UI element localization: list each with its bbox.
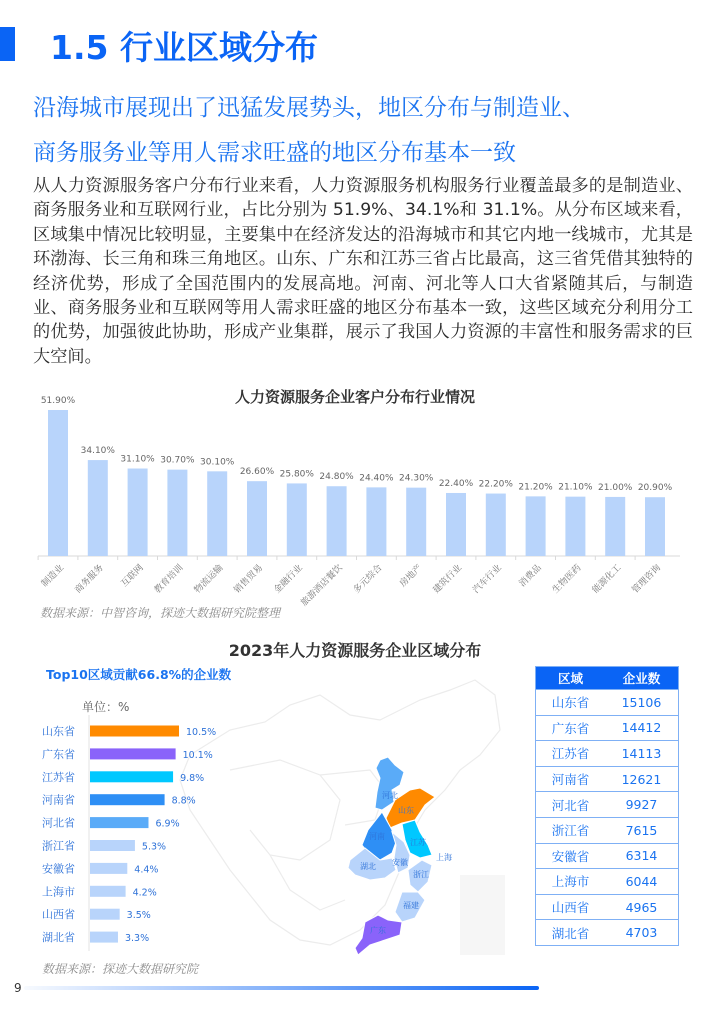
bar-value-label: 4.4% xyxy=(134,864,159,876)
region-cell: 上海市 xyxy=(536,869,605,895)
table-row xyxy=(536,690,679,716)
bar-value-label: 24.30% xyxy=(399,473,434,484)
subtitle-line: 沿海城市展现出了迅猛发展势头，地区分布与制造业、 xyxy=(33,95,585,121)
x-tick-label: 能源化工 xyxy=(590,563,624,596)
bar-value-label: 26.60% xyxy=(239,467,275,478)
y-tick-label: 广东省 xyxy=(42,747,75,761)
bar xyxy=(167,470,187,556)
region-guangdong xyxy=(355,915,402,955)
region-cell: 江苏省 xyxy=(536,741,605,767)
bar xyxy=(605,497,625,556)
bar xyxy=(88,460,108,556)
y-tick-label: 安徽省 xyxy=(42,862,75,876)
map-label: 河北 xyxy=(382,791,398,800)
x-tick-label: 制造业 xyxy=(39,563,67,590)
count-cell: 4965 xyxy=(605,894,679,920)
x-tick-label: 互联网 xyxy=(119,563,146,590)
table-row xyxy=(536,792,679,818)
table-header-count: 企业数 xyxy=(605,667,679,690)
count-cell: 9927 xyxy=(605,792,679,818)
bar-value-label: 21.10% xyxy=(558,482,593,493)
bar-value-label: 22.40% xyxy=(438,478,474,489)
bar-value-label: 21.00% xyxy=(598,482,633,493)
map-label: 浙江 xyxy=(413,870,429,879)
footer-gradient-line xyxy=(24,986,539,990)
bar xyxy=(90,909,120,920)
count-cell: 15106 xyxy=(605,690,679,716)
y-tick-label: 湖北省 xyxy=(42,931,75,945)
map-label: 山东 xyxy=(398,806,414,815)
bar xyxy=(90,863,127,874)
y-tick-label: 江苏省 xyxy=(42,770,75,784)
industry-chart-title: 人力资源服务企业客户分布行业情况 xyxy=(234,388,475,406)
bar xyxy=(406,488,426,556)
count-cell: 6314 xyxy=(605,843,679,869)
region-cell: 山西省 xyxy=(536,894,605,920)
bar xyxy=(90,748,176,759)
unit-label: 单位：% xyxy=(82,700,130,714)
top10-subtitle: Top10区域贡献66.8%的企业数 xyxy=(46,667,232,682)
x-tick-label: 商务服务 xyxy=(73,563,106,596)
bar xyxy=(90,932,118,943)
table-row xyxy=(536,766,679,792)
bar-value-label: 34.10% xyxy=(80,446,115,457)
bar-value-label: 3.5% xyxy=(126,910,151,922)
industry-chart-source: 数据来源：中智咨询，探迹大数据研究院整理 xyxy=(40,606,281,620)
bar-value-label: 22.20% xyxy=(478,479,513,490)
x-tick-label: 教育培训 xyxy=(152,563,186,596)
bar xyxy=(90,726,179,737)
region-cell: 河北省 xyxy=(536,792,605,818)
bar-value-label: 20.90% xyxy=(637,483,673,494)
y-tick-label: 浙江省 xyxy=(42,839,75,853)
map-label: 上海 xyxy=(436,853,452,862)
bar-value-label: 51.90% xyxy=(40,396,76,406)
table-row xyxy=(536,843,679,869)
bar xyxy=(207,471,227,556)
region-cell: 广东省 xyxy=(536,715,605,741)
bar xyxy=(486,494,506,556)
bar-value-label: 9.8% xyxy=(180,772,205,784)
table-row xyxy=(536,715,679,741)
bar-value-label: 30.10% xyxy=(200,457,235,468)
count-cell: 4703 xyxy=(605,920,679,946)
region-cell: 河南省 xyxy=(536,766,605,792)
map-label: 湖北 xyxy=(360,862,376,871)
x-tick-label: 物流运输 xyxy=(192,563,226,596)
bar xyxy=(48,410,68,556)
body-paragraph: 从人力资源服务客户分布行业来看，人力资源服务机构服务行业覆盖最多的是制造业、商务服务业和互联网行业，占比分别为 51.9%、34.1%和 31.1%。从分布区域来看，区域集中情况比较明显，主要集中在经济发达的沿海城市和其它内地一线城市，尤其是环渤海、长三角和珠三角地区。山东、广东和江苏三省占比最高，这三省凭借其独特的经济优势，形成了全国范围内的发展高地。河南、河北等人口大省紧随其后，与制造业、商务服务业和互联网等用人需求旺盛的地区分布基本一致，这些区域充分利用分工的优势，加强彼此协助，形成产业集群，展示了我国人力资源的丰富性和服务需求的巨大空间。 xyxy=(33,176,693,367)
y-tick-label: 河北省 xyxy=(42,816,75,830)
bar xyxy=(247,481,267,556)
bar-value-label: 21.20% xyxy=(518,482,553,493)
title-accent-block xyxy=(0,27,15,61)
bar xyxy=(287,483,307,556)
count-cell: 7615 xyxy=(605,817,679,843)
table-header-region: 区域 xyxy=(536,667,605,690)
x-tick-label: 管理咨询 xyxy=(630,563,664,596)
x-tick-label: 汽车行业 xyxy=(471,563,504,596)
y-tick-label: 上海市 xyxy=(42,885,75,899)
bar xyxy=(366,487,386,556)
bar-value-label: 8.8% xyxy=(171,795,196,807)
map-label: 广东 xyxy=(370,926,386,935)
table-row xyxy=(536,817,679,843)
map-label: 安徽 xyxy=(392,858,408,867)
region-cell: 山东省 xyxy=(536,690,605,716)
table-row xyxy=(536,869,679,895)
subtitle-line: 商务服务业等用人需求旺盛的地区分布基本一致 xyxy=(33,140,516,166)
x-tick-label: 多元综合 xyxy=(351,563,385,596)
count-cell: 6044 xyxy=(605,869,679,895)
bar-value-label: 24.40% xyxy=(359,473,394,484)
count-cell: 14113 xyxy=(605,741,679,767)
page-number: 9 xyxy=(14,981,22,995)
region-cell: 湖北省 xyxy=(536,920,605,946)
count-cell: 12621 xyxy=(605,766,679,792)
table-row xyxy=(536,894,679,920)
x-tick-label: 建筑行业 xyxy=(431,563,465,596)
bar xyxy=(128,469,148,556)
bar xyxy=(90,817,148,828)
bar xyxy=(565,497,585,556)
highlighted-provinces xyxy=(348,757,435,955)
x-tick-label: 消费品 xyxy=(517,563,544,590)
bar xyxy=(526,496,546,556)
bar xyxy=(90,771,173,782)
y-tick-label: 山东省 xyxy=(42,725,75,738)
table-row xyxy=(536,920,679,946)
x-tick-label: 生物医药 xyxy=(550,563,584,596)
bar-value-label: 5.3% xyxy=(141,841,167,853)
table-header-row xyxy=(536,667,679,690)
south-china-sea-inset xyxy=(460,875,505,955)
bar-value-label: 10.1% xyxy=(182,749,213,761)
bar-value-label: 4.2% xyxy=(132,887,157,899)
region-chart-title: 2023年人力资源服务企业区域分布 xyxy=(228,641,482,660)
industry-bar-chart xyxy=(0,380,710,610)
bar-value-label: 24.80% xyxy=(319,472,354,483)
bar xyxy=(90,794,165,805)
bar xyxy=(645,497,665,556)
region-cell: 安徽省 xyxy=(536,843,605,869)
map-label: 福建 xyxy=(403,901,419,910)
section-subtitle xyxy=(33,86,693,176)
bar-value-label: 30.70% xyxy=(160,455,195,466)
bar-value-label: 10.5% xyxy=(186,727,217,738)
bar xyxy=(90,886,126,897)
bar-value-label: 31.10% xyxy=(120,454,155,465)
y-tick-label: 山西省 xyxy=(42,908,75,922)
bar xyxy=(446,493,466,556)
x-tick-label: 房地产 xyxy=(398,563,425,590)
region-cell: 浙江省 xyxy=(536,817,605,843)
bar-value-label: 25.80% xyxy=(279,469,314,480)
map-label: 河南 xyxy=(369,832,385,841)
bar-value-label: 3.3% xyxy=(124,933,150,945)
x-tick-label: 旅游酒店餐饮 xyxy=(299,563,345,609)
bar-value-label: 6.9% xyxy=(155,818,180,830)
bar xyxy=(90,840,135,851)
bar xyxy=(327,486,347,556)
y-tick-label: 河南省 xyxy=(42,793,75,807)
x-tick-label: 销售贸易 xyxy=(232,563,266,596)
page-title: 1.5 行业区域分布 xyxy=(50,28,318,67)
x-tick-label: 金融行业 xyxy=(272,563,305,596)
table-row xyxy=(536,741,679,767)
region-bar-chart xyxy=(0,715,260,955)
region-chart-source: 数据来源：探迹大数据研究院 xyxy=(42,962,199,976)
region-table xyxy=(535,666,679,946)
count-cell: 14412 xyxy=(605,715,679,741)
map-label: 江苏 xyxy=(410,838,426,847)
